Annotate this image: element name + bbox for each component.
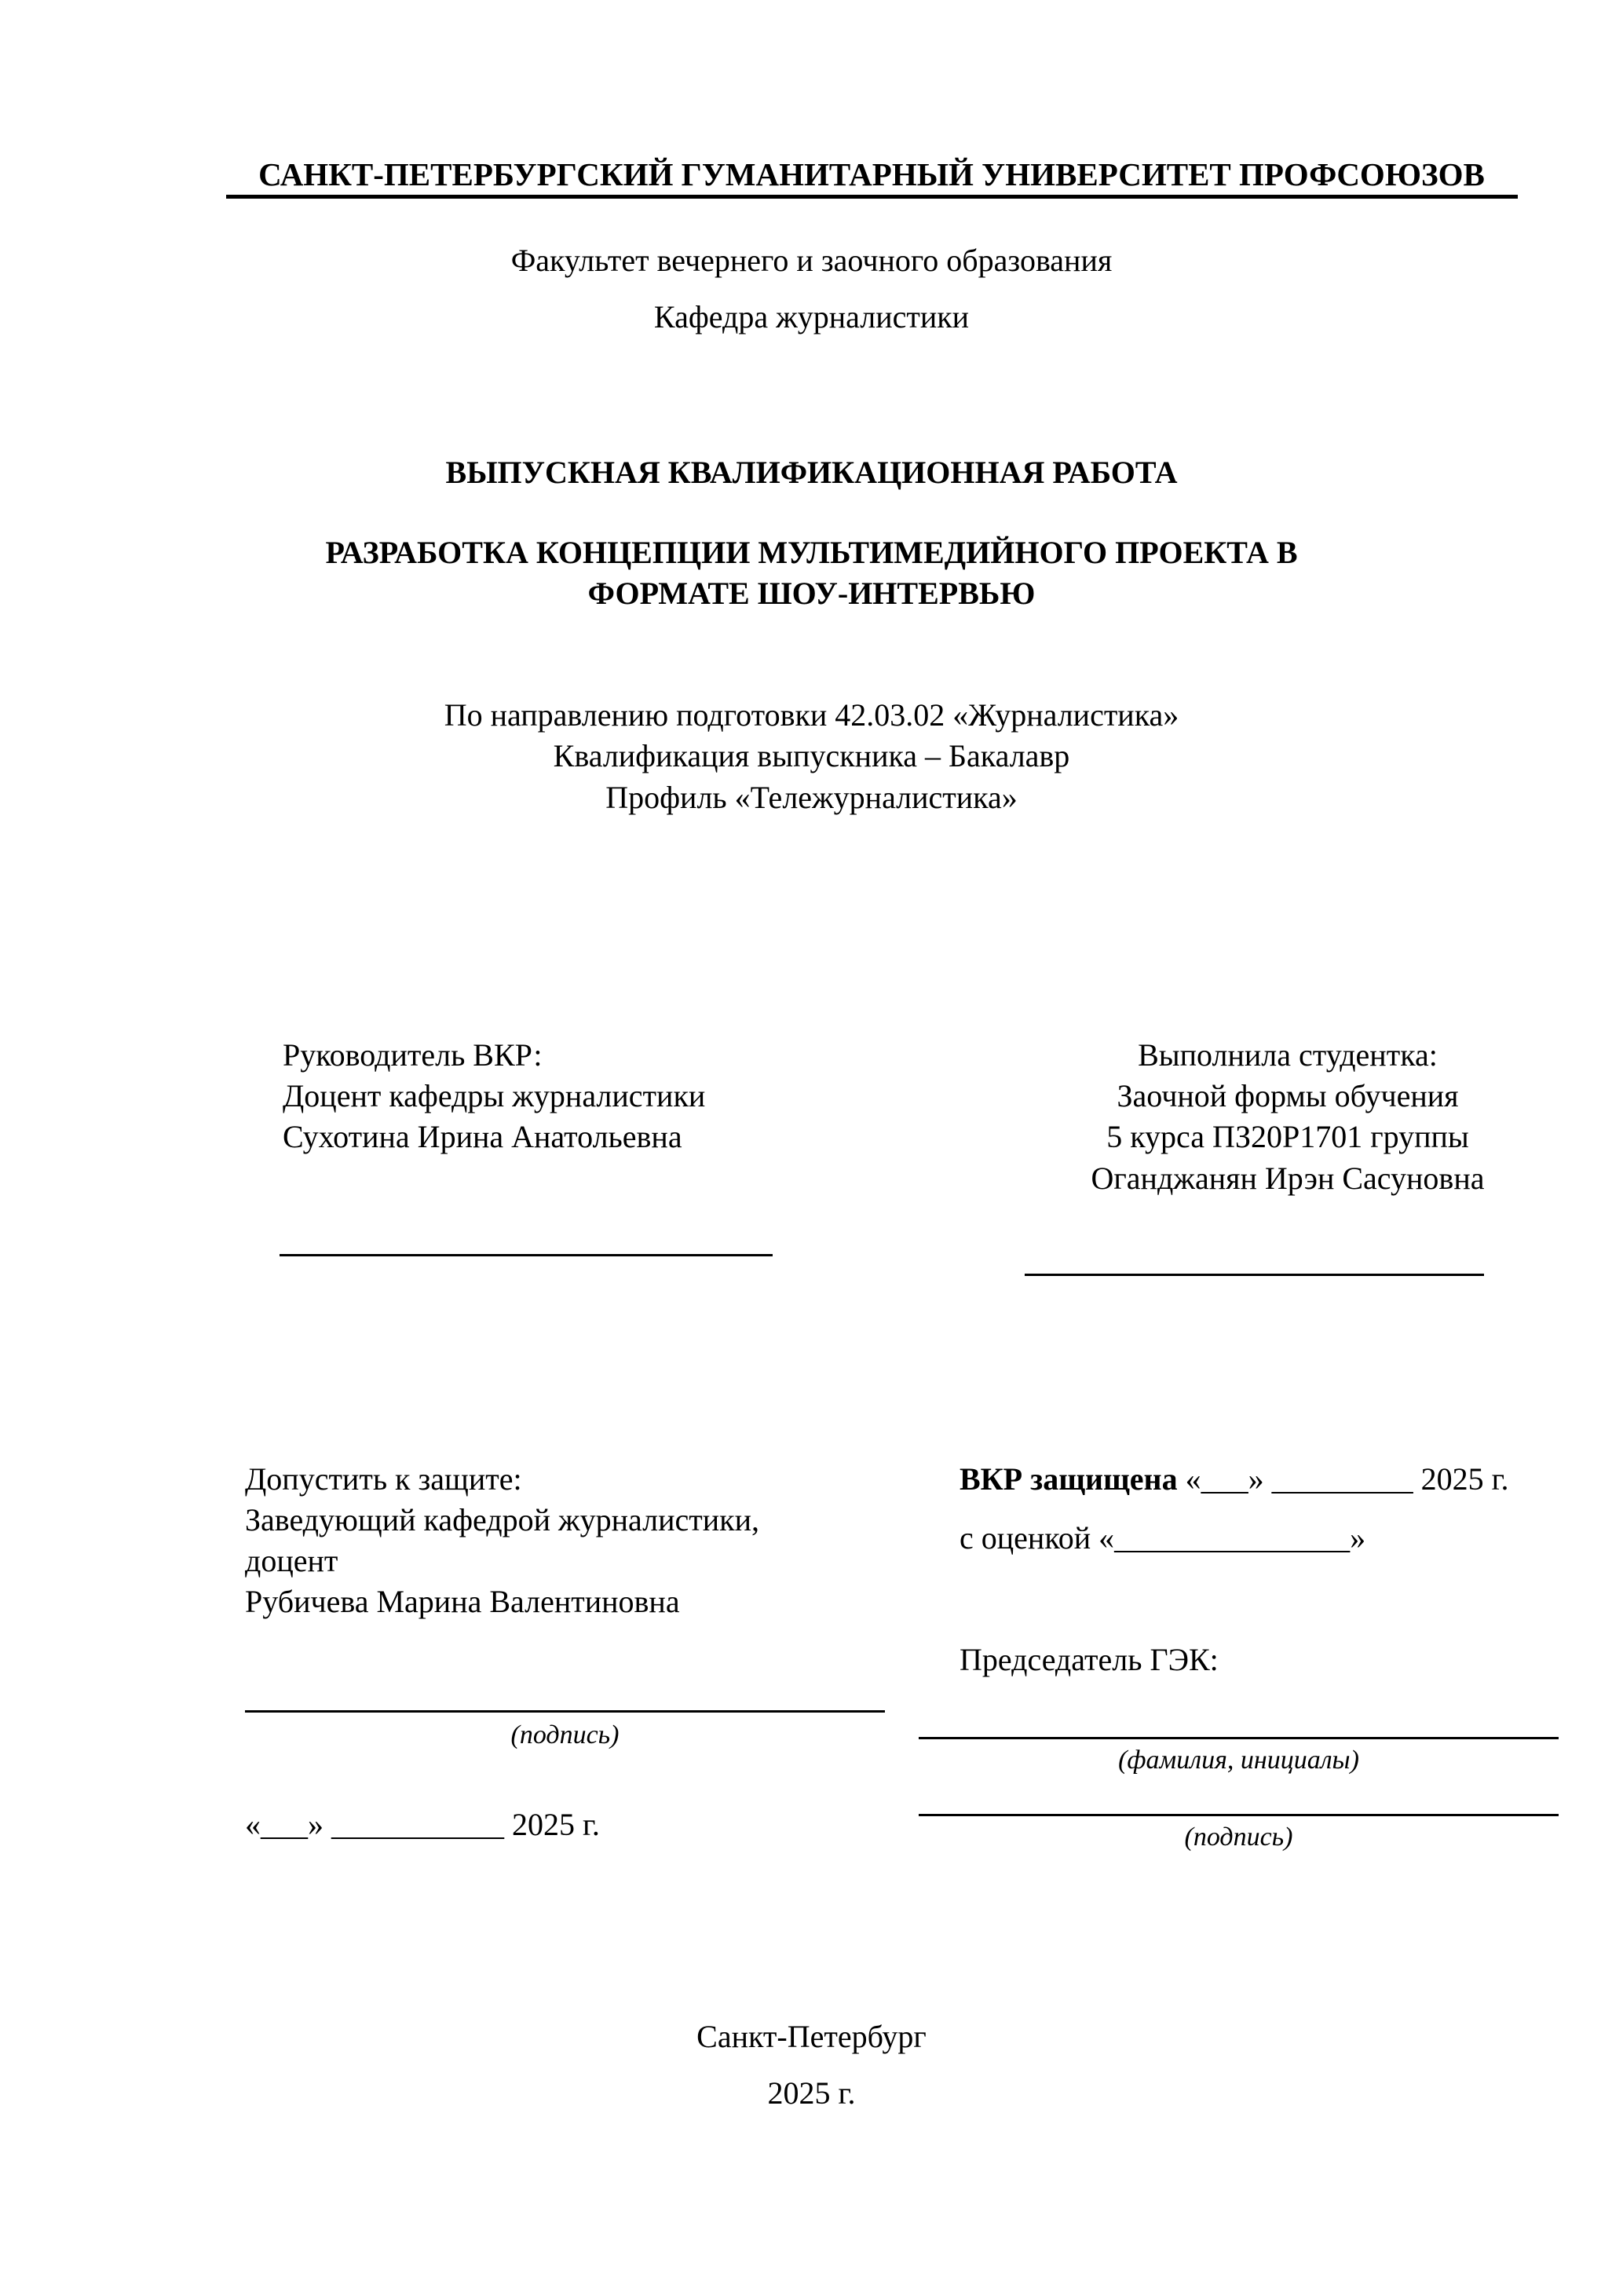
year: 2025 г.	[767, 2075, 856, 2111]
chair-signature-caption: (подпись)	[1184, 1823, 1293, 1852]
student-group: 5 курса ПЗ20Р1701 группы	[1106, 1119, 1469, 1154]
supervisor-signature-line	[280, 1254, 773, 1256]
defense-status	[960, 1459, 1508, 1500]
supervisor-name: Сухотина Ирина Анатольевна	[283, 1119, 682, 1154]
head-name: Рубичева Марина Валентиновна	[245, 1584, 680, 1619]
defense-status-bold: ВКР защищена	[960, 1461, 1178, 1497]
student-label: Выполнила студентка:	[1138, 1037, 1438, 1073]
supervisor-position: Доцент кафедры журналистики	[283, 1078, 706, 1113]
head-signature-line	[245, 1710, 885, 1713]
qualification: Квалификация выпускника – Бакалавр	[553, 738, 1070, 773]
city: Санкт-Петербург	[696, 2019, 927, 2054]
admission-date	[245, 1804, 600, 1845]
topic-line-2: ФОРМАТЕ ШОУ-ИНТЕРВЬЮ	[587, 576, 1036, 611]
university-name: САНКТ-ПЕТЕРБУРГСКИЙ ГУМАНИТАРНЫЙ УНИВЕРСИТЕТ ПРОФСОЮЗОВ	[258, 156, 1485, 192]
student-signature-line	[1025, 1274, 1484, 1276]
chair-name-caption: (фамилия, инициалы)	[1118, 1746, 1359, 1775]
work-type: ВЫПУСКНАЯ КВАЛИФИКАЦИОННАЯ РАБОТА	[445, 455, 1178, 490]
chair-label: Председатель ГЭК:	[960, 1642, 1219, 1677]
admission-label: Допустить к защите:	[245, 1461, 522, 1497]
header-rule	[226, 195, 1518, 199]
date-quote-close: »	[308, 1807, 324, 1842]
date-month-blank: ___________	[331, 1807, 504, 1842]
department-name: Кафедра журналистики	[653, 299, 970, 335]
chair-name-line	[919, 1737, 1559, 1739]
supervisor-label: Руководитель ВКР:	[283, 1037, 543, 1073]
faculty-name: Факультет вечернего и заочного образования	[510, 243, 1113, 278]
student-name: Оганджанян Ирэн Сасуновна	[1091, 1161, 1485, 1196]
student-form: Заочной формы обучения	[1117, 1078, 1459, 1113]
date-day-blank: ___	[261, 1807, 308, 1842]
defense-date: «___» _________ 2025 г.	[1177, 1461, 1509, 1497]
direction: По направлению подготовки 42.03.02 «Журналистика»	[444, 697, 1179, 733]
topic-line-1: РАЗРАБОТКА КОНЦЕПЦИИ МУЛЬТИМЕДИЙНОГО ПРОЕКТА В	[325, 535, 1298, 570]
defense-grade: с оценкой «_______________»	[960, 1520, 1366, 1556]
head-signature-caption: (подпись)	[510, 1720, 620, 1749]
head-position-line-1: Заведующий кафедрой журналистики,	[245, 1502, 759, 1537]
date-quote-open: «	[245, 1807, 261, 1842]
chair-signature-line	[919, 1814, 1559, 1816]
profile: Профиль «Тележурналистика»	[605, 780, 1018, 815]
date-year: 2025 г.	[512, 1807, 600, 1842]
head-position-line-2: доцент	[245, 1543, 338, 1578]
